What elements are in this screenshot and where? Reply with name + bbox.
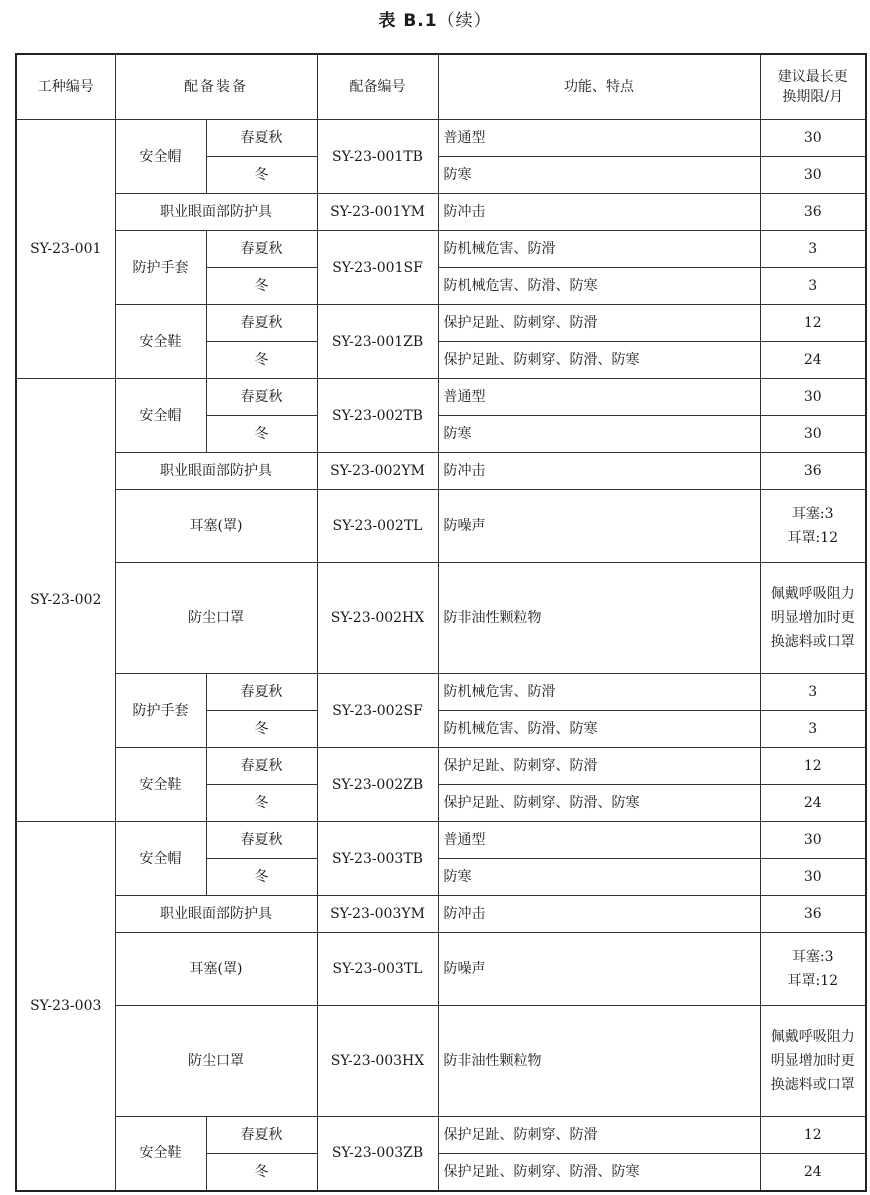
season-cell: 春夏秋 — [206, 748, 317, 785]
months-cell: 36 — [760, 896, 866, 933]
code-cell: SY-23-003HX — [317, 1006, 438, 1117]
months-line: 耳罩:12 — [787, 530, 839, 546]
feature-cell: 防噪声 — [438, 490, 760, 563]
season-cell: 冬 — [206, 1154, 317, 1191]
months-cell: 24 — [760, 785, 866, 822]
feature-cell: 保护足趾、防刺穿、防滑 — [438, 1117, 760, 1154]
code-cell: SY-23-002TB — [317, 379, 438, 453]
header-replace-line2: 换期限/月 — [782, 89, 844, 105]
season-cell: 春夏秋 — [206, 120, 317, 157]
code-cell: SY-23-003YM — [317, 896, 438, 933]
feature-cell: 保护足趾、防刺穿、防滑 — [438, 305, 760, 342]
months-cell: 24 — [760, 1154, 866, 1191]
feature-cell: 普通型 — [438, 120, 760, 157]
header-replace-line1: 建议最长更 — [777, 69, 848, 85]
months-cell: 36 — [760, 194, 866, 231]
job-code-cell: SY-23-003 — [16, 822, 115, 1191]
months-cell: 30 — [760, 416, 866, 453]
item-cell: 防尘口罩 — [115, 563, 317, 674]
job-code-cell: SY-23-001 — [16, 120, 115, 379]
table-row — [16, 674, 866, 711]
item-cell: 安全鞋 — [115, 748, 206, 822]
header-equip-code: 配备编号 — [317, 54, 438, 120]
season-cell: 冬 — [206, 785, 317, 822]
job-code-cell: SY-23-002 — [16, 379, 115, 822]
item-cell: 防护手套 — [115, 674, 206, 748]
feature-cell: 防机械危害、防滑 — [438, 231, 760, 268]
months-line: 换滤料或口罩 — [770, 634, 855, 650]
season-cell: 春夏秋 — [206, 305, 317, 342]
code-cell: SY-23-001SF — [317, 231, 438, 305]
table-caption — [0, 6, 870, 31]
feature-cell: 防寒 — [438, 859, 760, 896]
code-cell: SY-23-001TB — [317, 120, 438, 194]
months-line: 明显增加时更 — [770, 610, 855, 626]
item-cell: 安全帽 — [115, 120, 206, 194]
feature-cell: 防非油性颗粒物 — [438, 563, 760, 674]
months-cell: 3 — [760, 231, 866, 268]
feature-cell: 防噪声 — [438, 933, 760, 1006]
feature-cell: 防非油性颗粒物 — [438, 1006, 760, 1117]
item-cell: 职业眼面部防护具 — [115, 896, 317, 933]
months-cell: 12 — [760, 748, 866, 785]
code-cell: SY-23-002TL — [317, 490, 438, 563]
months-cell: 30 — [760, 859, 866, 896]
months-cell: 3 — [760, 711, 866, 748]
months-line: 佩戴呼吸阻力 — [770, 586, 855, 602]
table-row — [16, 1006, 866, 1117]
item-cell: 安全帽 — [115, 822, 206, 896]
item-cell: 防尘口罩 — [115, 1006, 317, 1117]
months-cell: 12 — [760, 1117, 866, 1154]
table-row — [16, 933, 866, 1006]
table-row — [16, 748, 866, 785]
feature-cell: 普通型 — [438, 822, 760, 859]
table-row — [16, 305, 866, 342]
table-row — [16, 379, 866, 416]
header-equipment: 配备装备 — [115, 54, 317, 120]
months-line: 换滤料或口罩 — [770, 1077, 855, 1093]
months-cell: 12 — [760, 305, 866, 342]
feature-cell: 保护足趾、防刺穿、防滑、防寒 — [438, 785, 760, 822]
feature-cell: 防机械危害、防滑、防寒 — [438, 711, 760, 748]
months-cell: 30 — [760, 157, 866, 194]
months-cell: 30 — [760, 379, 866, 416]
code-cell: SY-23-002ZB — [317, 748, 438, 822]
table-row — [16, 822, 866, 859]
months-line: 耳塞:3 — [791, 506, 834, 522]
season-cell: 春夏秋 — [206, 1117, 317, 1154]
item-cell: 防护手套 — [115, 231, 206, 305]
months-line: 耳罩:12 — [787, 973, 839, 989]
code-cell: SY-23-003TL — [317, 933, 438, 1006]
feature-cell: 防机械危害、防滑、防寒 — [438, 268, 760, 305]
season-cell: 春夏秋 — [206, 231, 317, 268]
code-cell: SY-23-003ZB — [317, 1117, 438, 1191]
code-cell: SY-23-003TB — [317, 822, 438, 896]
header-features: 功能、特点 — [438, 54, 760, 120]
months-line: 耳塞:3 — [791, 949, 834, 965]
months-cell: 30 — [760, 822, 866, 859]
feature-cell: 防机械危害、防滑 — [438, 674, 760, 711]
caption-suffix: （续） — [437, 11, 492, 31]
code-cell: SY-23-002HX — [317, 563, 438, 674]
item-cell: 安全帽 — [115, 379, 206, 453]
months-cell — [760, 563, 866, 674]
feature-cell: 普通型 — [438, 379, 760, 416]
code-cell: SY-23-001ZB — [317, 305, 438, 379]
months-cell: 3 — [760, 674, 866, 711]
months-cell — [760, 490, 866, 563]
caption-label: 表 B.1 — [378, 11, 438, 31]
months-line: 明显增加时更 — [770, 1053, 855, 1069]
header-job-code: 工种编号 — [16, 54, 115, 120]
table-row — [16, 896, 866, 933]
table-row — [16, 563, 866, 674]
item-cell: 耳塞(罩) — [115, 490, 317, 563]
table-row — [16, 231, 866, 268]
season-cell: 冬 — [206, 342, 317, 379]
feature-cell: 保护足趾、防刺穿、防滑、防寒 — [438, 1154, 760, 1191]
item-cell: 职业眼面部防护具 — [115, 194, 317, 231]
feature-cell: 防寒 — [438, 157, 760, 194]
season-cell: 冬 — [206, 711, 317, 748]
months-cell — [760, 1006, 866, 1117]
feature-cell: 保护足趾、防刺穿、防滑、防寒 — [438, 342, 760, 379]
item-cell: 耳塞(罩) — [115, 933, 317, 1006]
months-line: 佩戴呼吸阻力 — [770, 1029, 855, 1045]
item-cell: 职业眼面部防护具 — [115, 453, 317, 490]
feature-cell: 防冲击 — [438, 453, 760, 490]
months-cell: 24 — [760, 342, 866, 379]
season-cell: 冬 — [206, 859, 317, 896]
months-cell: 30 — [760, 120, 866, 157]
season-cell: 春夏秋 — [206, 674, 317, 711]
months-cell — [760, 933, 866, 1006]
season-cell: 春夏秋 — [206, 822, 317, 859]
table-row — [16, 490, 866, 563]
table-row — [16, 453, 866, 490]
season-cell: 冬 — [206, 416, 317, 453]
header-replace-period — [760, 54, 866, 120]
season-cell: 冬 — [206, 268, 317, 305]
months-cell: 3 — [760, 268, 866, 305]
equipment-table — [15, 53, 867, 1192]
table-row — [16, 194, 866, 231]
code-cell: SY-23-001YM — [317, 194, 438, 231]
feature-cell: 防寒 — [438, 416, 760, 453]
season-cell: 冬 — [206, 157, 317, 194]
feature-cell: 防冲击 — [438, 896, 760, 933]
item-cell: 安全鞋 — [115, 305, 206, 379]
header-row — [16, 54, 866, 120]
table-row — [16, 120, 866, 157]
code-cell: SY-23-002YM — [317, 453, 438, 490]
feature-cell: 保护足趾、防刺穿、防滑 — [438, 748, 760, 785]
season-cell: 春夏秋 — [206, 379, 317, 416]
code-cell: SY-23-002SF — [317, 674, 438, 748]
feature-cell: 防冲击 — [438, 194, 760, 231]
item-cell: 安全鞋 — [115, 1117, 206, 1191]
months-cell: 36 — [760, 453, 866, 490]
table-row — [16, 1117, 866, 1154]
